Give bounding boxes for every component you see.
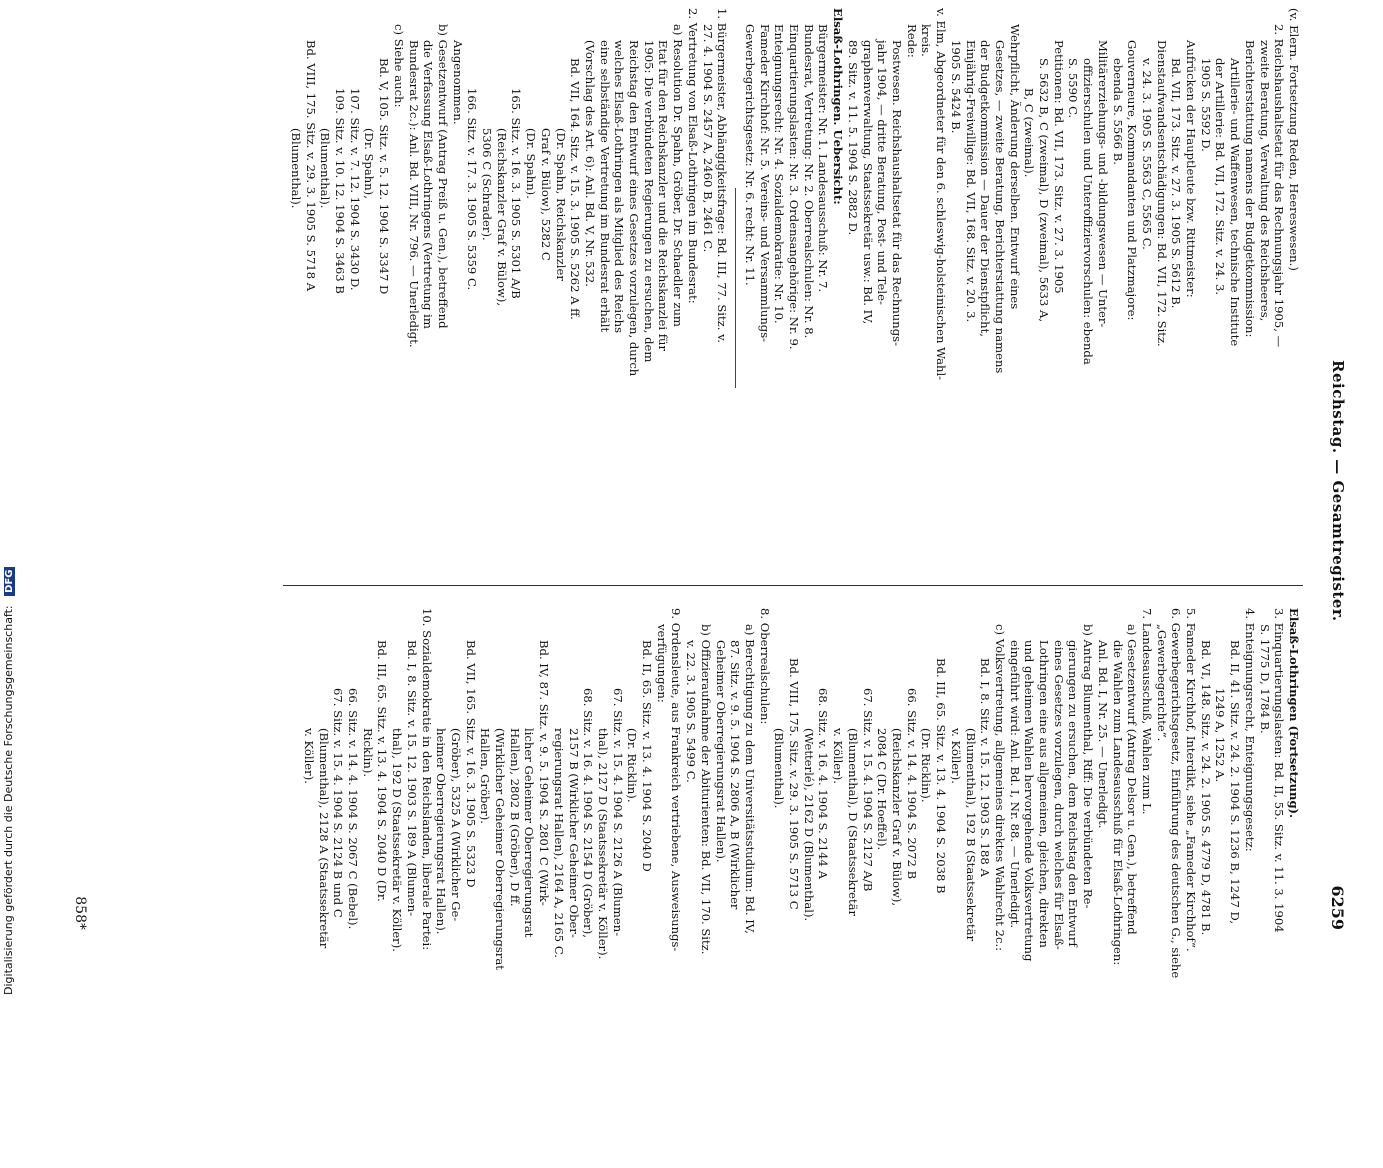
register-line: 68. Sitz. v. 16. 4. 1904 S. 2144 A: [816, 688, 831, 879]
register-line: Bd. VII, 164. Sitz. v. 15. 3. 1905 S. 5262 A ff.: [568, 58, 583, 320]
register-line: 2157 B (Wirklicher Geheimer Ober-: [566, 728, 581, 938]
register-line: Ricklin).: [360, 728, 375, 778]
register-line: Militärerziehungs- und -bildungswesen — Unter-: [1095, 40, 1110, 328]
register-line: 4. Enteignungsrecht, Enteignungsgesetz:: [1242, 608, 1257, 852]
dfg-logo: DFG: [4, 567, 15, 596]
register-line: 67. Sitz. v. 15. 4. 1904 S. 2126 A (Blumen-: [610, 688, 625, 937]
register-line: S. 1775 D, 1784 B.: [1257, 624, 1272, 734]
register-line: (Dr. Ricklin).: [919, 728, 934, 803]
register-line: (Blumenthal), D (Staatssekretär: [845, 728, 860, 917]
register-line: Enteignungsrecht: Nr. 4. Sozialdemokratie: Nr. 10.: [772, 24, 787, 324]
register-line: „Gewerbegerichte“.: [1154, 624, 1169, 742]
register-line: Einquartierungslasten: Nr. 3. Ordensangehörige: Nr. 9.: [787, 24, 802, 350]
register-line: (Dr. Ricklin).: [625, 728, 640, 803]
column-divider: [283, 585, 1303, 586]
register-line: v. 22. 3. 1905 S. 5499 C.: [684, 640, 699, 783]
register-line: Bd. II, 41. Sitz. v. 24. 2. 1904 S. 1236 B, 1247 D,: [1228, 640, 1243, 925]
register-line: Einjährig-Freiwillige: Bd. VII, 168. Sitz. v. 20. 3.: [963, 40, 978, 323]
register-line: (Dr. Spahn).: [524, 128, 539, 199]
right-column: [291, 608, 1301, 1168]
register-line: 2. Reichshaushaltsetat für das Rechnungsjahr 1905, —: [1272, 24, 1287, 348]
register-line: 6. Gewerbegerichtsgesetz, Einführung des deutschen G., siehe: [1169, 608, 1184, 979]
register-line: Reichstag den Entwurf eines Gesetzes vorzulegen, durch: [627, 40, 642, 377]
signature-mark: 858*: [72, 896, 88, 930]
register-line: (Reichskanzler Graf v. Bülow),: [494, 128, 509, 307]
register-line: 66. Sitz. v. 14. 4. 1904 S. 2067 C (Bebel).: [346, 688, 360, 930]
register-line: heimer Oberregierungsrat Hallen).: [434, 728, 449, 935]
register-line: Bd. II, 65. Sitz. v. 13. 4. 1904 S. 2040 D: [640, 640, 655, 872]
register-line: eingeführt wird: Anl. Bd. I, Nr. 88. — Unerledigt.: [1007, 640, 1022, 929]
register-line: Angenommen.: [450, 40, 465, 125]
register-line: jahr 1904, — dritte Beratung, Post- und Tele-: [875, 40, 890, 305]
register-line: 2. Vertretung von Elsaß-Lothringen im Bundesrat:: [685, 8, 700, 304]
register-line: 165. Sitz. v. 16. 3. 1905 S. 5301 A/B: [509, 88, 524, 299]
register-line: Hallen, Gröber).: [478, 728, 493, 824]
register-line: Aufrücken der Hauptleute bzw. Rittmeister:: [1184, 40, 1199, 298]
register-line: Gewerbegerichtsgesetz: Nr. 6. recht: Nr. 11.: [742, 24, 757, 286]
register-line: S. 5590 C.: [1066, 58, 1081, 119]
register-line: thal), 2127 D (Staatssekretär v. Köller).: [595, 728, 610, 960]
register-line: Gesetzes, — zweite Beratung, Berichterstattung namens: [992, 40, 1007, 374]
register-line: b) Antrag Blumenthal, Riff: Die verbündeten Re-: [1081, 624, 1096, 909]
register-line: die Verfassung Elsaß-Lothringens (Vertretung im: [421, 40, 436, 329]
register-line: 10. Sozialdemokratie in den Reichslanden, liberale Partei:: [419, 608, 434, 951]
register-line: Rede:: [904, 24, 919, 58]
register-line: ebenda S. 5566 B.: [1110, 58, 1125, 165]
register-line: Bd. VII, 165. Sitz. v. 16. 3. 1905 S. 5323 D: [463, 640, 478, 888]
register-line: welches Elsaß-Lothringen als Mitglied des Reichs: [612, 40, 627, 334]
register-line: Artillerie- und Waffenwesen, technische Institute: [1228, 58, 1243, 347]
register-line: 1905 S. 5424 B.: [948, 40, 963, 134]
left-column: [288, 8, 1301, 568]
register-line: Elsaß-Lothringen. Uebersicht:: [831, 8, 846, 205]
register-line: Gouverneure, Kommandanten und Platzmajore:: [1125, 40, 1140, 321]
register-line: offizierschulen und Unteroffiziervorschulen: ebenda: [1081, 58, 1096, 365]
register-line: Petitionen: Bd. VII, 173. Sitz. v. 27. 3. 1905: [1051, 40, 1066, 294]
page-title: Reichstag. — Gesamtregister.: [1329, 360, 1347, 622]
register-line: (Wetterlé), 2162 D (Blumenthal).: [801, 728, 816, 922]
register-line: Bd. III, 65. Sitz. v. 13. 4. 1904 S. 2040 D (Dr.: [375, 640, 390, 902]
register-line: der Artillerie: Bd. VII, 172. Sitz. v. 24. 3.: [1213, 58, 1228, 296]
register-line: (Blumenthal).: [318, 128, 333, 209]
register-line: 68. Sitz. v. 16. 4. 1904 S. 2154 D (Gröber),: [581, 688, 596, 938]
register-line: 87. Sitz. v. 9. 5. 1904 S. 2806 A, B (Wirklicher: [728, 640, 743, 910]
register-line: licher Geheimer Oberregierungsrat: [522, 728, 537, 938]
register-line: (v. Elern. Fortsetzung Reden, Heereswesen.): [1287, 8, 1301, 271]
register-line: eines Gesetzes vorzulegen, durch welches für Elsaß-: [1051, 640, 1066, 950]
register-line: Bundesrat, Vertretung: Nr. 2. Oberrealschulen: Nr. 8.: [801, 24, 816, 339]
register-line: graphenverwaltung, Staatssekretär usw.: Bd. IV,: [860, 40, 875, 325]
register-line: 1905: Die verbündeten Regierungen zu ersuchen, dem: [641, 40, 656, 363]
register-line: Bd. IV, 87. Sitz. v. 9. 5. 1904 S. 2801 C (Wirk-: [537, 640, 552, 906]
register-line: 67. Sitz. v. 15. 4. 1904 S. 2124 B und C: [331, 688, 346, 918]
register-line: 3. Einquartierungslasten: Bd. II, 55. Sitz. v. 11. 3. 1904: [1272, 608, 1287, 933]
register-line: c) Siehe auch:: [391, 24, 406, 108]
register-line: 5306 C (Schrader).: [480, 128, 495, 241]
section-rule: [735, 188, 736, 388]
register-line: eine selbständige Vertretung im Bundesrat erhält: [597, 40, 612, 333]
register-line: 8. Oberrealschulen:: [757, 608, 772, 725]
page-number: 6259: [1328, 885, 1347, 930]
register-line: (Wirklicher Geheimer Oberregierungsrat: [493, 728, 508, 970]
register-line: 2084 C (Dr. Hoeffel).: [875, 728, 890, 851]
register-line: (Gröber), 5325 A (Wirklicher Ge-: [448, 728, 463, 922]
register-line: 1249 A, 1252 A.: [1213, 688, 1228, 783]
register-line: Geheimer Oberregierungsrat Hallen).: [713, 640, 728, 863]
register-line: Graf v. Bülow), 5282 C: [538, 128, 553, 261]
register-line: (Blumenthal), 2128 A (Staatssekretär: [316, 728, 331, 949]
register-line: a) Gesetzentwurf (Antrag Delsor u. Gen.), betreffend: [1125, 624, 1140, 935]
register-line: (Blumenthal).: [288, 128, 303, 209]
register-line: kreis.: [919, 24, 934, 57]
register-line: 67. Sitz. v. 15. 4. 1904 S. 2127 A/B: [860, 688, 875, 892]
register-line: 1. Bürgermeister, Abhängigkeitsfrage: Bd. III, 77. Sitz. v.: [715, 8, 730, 343]
register-line: und geheimen Wahlen hervorgehende Volksvertretung: [1022, 640, 1037, 962]
register-line: 9. Ordensleute, aus Frankreich vertriebene, Ausweisungs-: [669, 608, 684, 952]
register-line: Bürgermeister: Nr. 1. Landesausschuß: Nr. 7.: [816, 24, 831, 293]
register-line: Postwesen. Reichshaushaltsetat für das Rechnungs-: [890, 40, 905, 347]
register-line: Bd. VI, 148. Sitz. v. 24. 2. 1905 S. 4779 D, 4781 B.: [1198, 640, 1213, 936]
register-line: Bd. I, 8. Sitz. v. 15. 12. 1903 S. 188 A: [978, 658, 993, 877]
register-line: 66. Sitz. v. 14. 4. 1904 S. 2072 B: [904, 688, 919, 880]
digitization-note: [2, 567, 15, 995]
register-line: Hallen), 2802 B (Gröber), D ff.: [507, 728, 522, 907]
register-line: (Dr. Spahn),: [362, 128, 377, 199]
register-line: (Blumenthal), 192 B (Staatssekretär: [963, 728, 978, 942]
register-line: 107. Sitz. v. 7. 12. 1904 S. 3430 D.: [347, 88, 362, 291]
register-line: die Wahlen zum Landesausschuß für Elsaß-Lothringen:: [1110, 640, 1125, 966]
register-line: B, C (zweimal).: [1022, 88, 1037, 178]
register-line: v. 24. 3. 1905 S. 5563 C, 5565 C.: [1139, 58, 1154, 250]
register-line: Etat für den Reichskanzler und die Reichskanzlei für: [656, 40, 671, 352]
register-line: a) Berechtigung zu dem Universitätsstudium: Bd. IV,: [742, 624, 757, 934]
register-line: Bd. VII, 173. Sitz. v. 27. 3. 1905 S. 5612 B.: [1169, 58, 1184, 309]
page-header: [1313, 60, 1353, 940]
register-line: (Reichskanzler Graf v. Bülow),: [890, 728, 905, 907]
register-line: a) Resolution Dr. Spahn, Gröber, Dr. Schaedler zum: [671, 24, 686, 327]
register-line: Bd. V, 105. Sitz. v. 5. 12. 1904 S. 3347 D: [377, 58, 392, 295]
register-line: Lothringen eine aus allgemeinen, gleichen, direkten: [1037, 640, 1052, 948]
register-line: 109. Sitz. v. 10. 12. 1904 S. 3463 B: [333, 88, 347, 294]
register-line: regierungsrat Hallen), 2164 A, 2165 C.: [551, 728, 566, 958]
digitization-note-text: Digitalisierung gefördert durch die Deutsche Forschungsgemeinschaft:: [2, 605, 15, 995]
register-line: v. Köller).: [948, 728, 963, 784]
register-line: (Vorschlag des Art. 6): Anl. Bd. V, Nr. 532.: [582, 40, 597, 287]
register-line: b) Offizieraufnahme der Abiturienten: Bd. VII, 170. Sitz.: [698, 624, 713, 955]
register-line: Bd. I, 8. Sitz. v. 15. 12. 1903 S. 189 A (Blumen-: [404, 640, 419, 917]
register-line: 5. Fameder Kirchhof, Interdikt, siehe „Fameder Kirchhof“.: [1184, 608, 1199, 952]
register-line: Bd. VIII, 175. Sitz. v. 29. 3. 1905 S. 5713 C: [787, 658, 802, 910]
register-line: Elsaß-Lothringen (Fortsetzung).: [1287, 608, 1301, 819]
register-line: v. Köller).: [831, 728, 846, 784]
register-line: gierungen zu ersuchen, dem Reichstag den Entwurf: [1066, 640, 1081, 947]
register-line: Bundesrat 2c.): Anl. Bd. VIII, Nr. 796. — Unerledigt.: [406, 40, 421, 348]
register-line: c) Volksvertretung, allgemeines direktes Wahlrecht 2c.:: [992, 624, 1007, 952]
register-line: Anl. Bd. I, Nr. 25. — Unerledigt.: [1095, 640, 1110, 829]
register-line: Berichterstattung namens der Budgetkommission:: [1242, 40, 1257, 338]
register-line: 27. 4. 1904 S. 2457 A, 2460 B, 2461 C.: [700, 24, 715, 253]
register-line: Bd. VIII, 175. Sitz. v. 29. 3. 1905 S. 5718 A: [303, 40, 318, 292]
register-line: b) Gesetzentwurf (Antrag Preiß u. Gen.), betreffend: [435, 24, 450, 329]
register-line: (Dr. Spahn, Reichskanzler: [553, 128, 568, 281]
register-line: Wehrpflicht, Änderung derselben. Entwurf eines: [1007, 24, 1022, 310]
register-line: Fameder Kirchhof: Nr. 5. Vereins- und Versammlungs-: [757, 24, 772, 343]
register-line: Dienstaufwandsentschädigungen: Bd. VII, 172. Sitz.: [1154, 40, 1169, 347]
register-line: 7. Landesausschuß, Wahlen zum L.: [1139, 608, 1154, 815]
register-line: 166. Sitz. v. 17. 3. 1905 S. 5359 C.: [465, 88, 480, 291]
register-line: Bd. III, 65. Sitz. v. 13. 4. 1904 S. 2038 B: [934, 658, 949, 894]
register-line: v. Köller).: [301, 728, 316, 784]
register-line: v. Elm, Abgeordneter für den 6. schleswig-holsteinischen Wahl-: [934, 8, 949, 381]
register-line: zweite Beratung, Verwaltung des Reichsheeres,: [1257, 40, 1272, 322]
register-line: der Budgetkommission — Dauer der Dienstpflicht,: [978, 40, 993, 337]
register-line: 1905 S. 5592 D.: [1198, 58, 1213, 152]
register-line: thal), 192 D (Staatssekretär v. Köller).: [390, 728, 405, 952]
register-line: verfügungen:: [654, 624, 669, 703]
register-line: 89. Sitz. v. 11. 5. 1904 S. 2882 D.: [845, 40, 860, 236]
register-line: S. 5632 B, C (zweimal), D (zweimal), 5633 A,: [1037, 58, 1052, 323]
register-line: (Blumenthal).: [772, 728, 787, 809]
